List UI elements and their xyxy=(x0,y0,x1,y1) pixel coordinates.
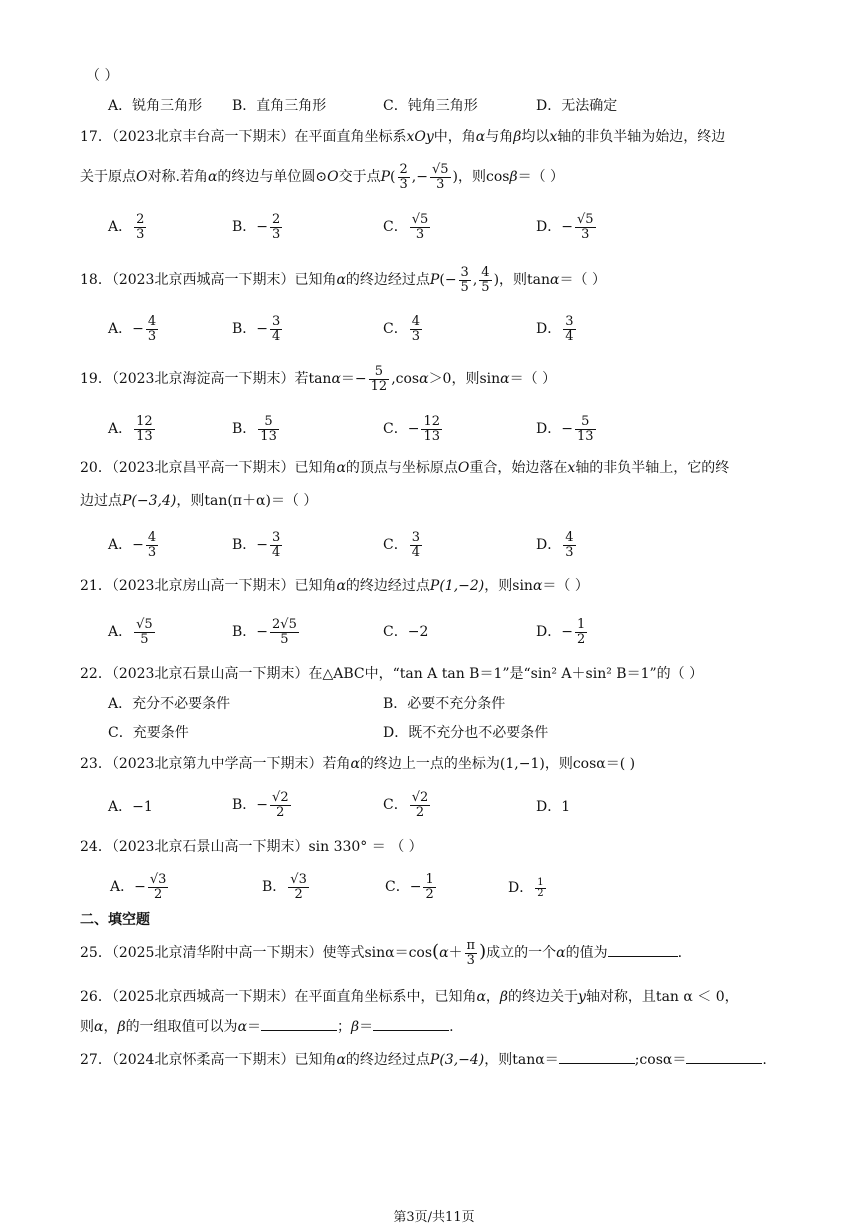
q24-option-b: B． $\frac{√3}{2}$ xyxy=(262,871,307,902)
q23-option-d: D．1 xyxy=(536,799,571,815)
q21-option-d: D．− $\frac{1}{2}$ xyxy=(536,616,586,647)
q22-stem: 22．（2023北京石景山高一下期末）在△ABC中，“tan A tan B＝1”是“sin² A＋sin² B＝1”的（ ） xyxy=(80,666,704,682)
q16-option-b: B．直角三角形 xyxy=(232,98,327,114)
q16-option-d: D．无法确定 xyxy=(536,98,618,114)
q25-stem: 25．（2025北京清华附中高一下期末）使等式sinα＝cos(α＋ $\frac{\pi}{3}$ )成立的一个α的值为 . xyxy=(80,937,683,968)
q16-option-c: C．钝角三角形 xyxy=(383,98,478,114)
q26-alpha-blank[interactable] xyxy=(261,1018,337,1031)
q27-cos-blank[interactable] xyxy=(686,1051,762,1064)
q17-stem-line2: 关于原点O对称.若角α的终边与单位圆⊙O交于点P( $\frac{2}{3}$ ,− $\frac{√5}{3}$ )，则cosβ＝（ ） xyxy=(80,161,565,192)
q19-option-c: C．− $\frac{12}{13}$ xyxy=(383,413,440,444)
q18-option-b: B．− $\frac{3}{4}$ xyxy=(232,313,281,344)
q21-option-b: B．− $\frac{2√5}{5}$ xyxy=(232,616,297,647)
page-number: 第3页/共11页 xyxy=(393,1210,475,1225)
q26-stem-line1: 26．（2025北京西城高一下期末）在平面直角坐标系中，已知角α，β的终边关于y轴对称，且tan α ＜ 0， xyxy=(80,989,739,1005)
q16-option-a: A．锐角三角形 xyxy=(108,98,203,114)
q21-stem: 21．（2023北京房山高一下期末）已知角α的终边经过点P(1,−2)，则sinα＝（ ） xyxy=(80,578,589,594)
q17-option-c: C． $\frac{√5}{3}$ xyxy=(383,211,429,242)
q24-option-a: A．− $\frac{√3}{2}$ xyxy=(110,871,167,902)
q23-option-a: A．−1 xyxy=(108,799,153,815)
answer-paren: （ ） xyxy=(86,68,119,84)
q20-option-c: C． $\frac{3}{4}$ xyxy=(383,529,420,560)
q21-option-a: A． $\frac{√5}{5}$ xyxy=(108,616,153,647)
q17-option-d: D．− $\frac{√5}{3}$ xyxy=(536,211,594,242)
q18-option-c: C． $\frac{4}{3}$ xyxy=(383,313,420,344)
q18-option-a: A．− $\frac{4}{3}$ xyxy=(108,313,157,344)
q19-option-d: D．− $\frac{5}{13}$ xyxy=(536,413,594,444)
q23-option-c: C． $\frac{√2}{2}$ xyxy=(383,789,429,820)
q20-stem-line2: 边过点P(−3,4)，则tan(π＋α)＝（ ） xyxy=(80,493,318,509)
q22-option-b: B．必要不充分条件 xyxy=(383,696,506,712)
q23-option-b: B．− $\frac{√2}{2}$ xyxy=(232,789,289,820)
q27-stem: 27．（2024北京怀柔高一下期末）已知角α的终边经过点P(3,−4)，则tanα＝ ;cosα＝ . xyxy=(80,1052,767,1068)
q17-option-b: B．− $\frac{2}{3}$ xyxy=(232,211,281,242)
q17-option-a: A． $\frac{2}{3}$ xyxy=(108,211,145,242)
q18-option-d: D． $\frac{3}{4}$ xyxy=(536,313,574,344)
q22-option-c: C．充要条件 xyxy=(108,725,189,741)
q24-option-c: C．− $\frac{1}{2}$ xyxy=(385,871,434,902)
q23-stem: 23．（2023北京第九中学高一下期末）若角α的终边上一点的坐标为(1,−1)，则cosα＝( ) xyxy=(80,756,636,772)
q20-stem-line1: 20．（2023北京昌平高一下期末）已知角α的顶点与坐标原点O重合，始边落在x轴的非负半轴上，它的终 xyxy=(80,460,730,476)
q22-option-a: A．充分不必要条件 xyxy=(108,696,231,712)
q25-answer-blank[interactable] xyxy=(608,944,678,957)
q27-tan-blank[interactable] xyxy=(559,1051,635,1064)
q24-stem: 24．（2023北京石景山高一下期末）sin 330° ＝ （ ） xyxy=(80,839,423,855)
q20-option-a: A．− $\frac{4}{3}$ xyxy=(108,529,157,560)
q20-option-b: B．− $\frac{3}{4}$ xyxy=(232,529,281,560)
q19-option-b: B． $\frac{5}{13}$ xyxy=(232,413,277,444)
section-heading-fill-in: 二、填空题 xyxy=(80,912,150,928)
q17-stem-line1: 17．（2023北京丰台高一下期末）在平面直角坐标系xOy中，角α与角β均以x轴的非负半轴为始边，终边 xyxy=(80,129,726,145)
q24-option-d: D． $\frac{1}{2}$ xyxy=(508,876,544,899)
q19-option-a: A． $\frac{12}{13}$ xyxy=(108,413,153,444)
q19-stem: 19．（2023北京海淀高一下期末）若tanα＝− $\frac{5}{12}$ ,cosα＞0，则sinα＝（ ） xyxy=(80,363,557,394)
q20-option-d: D． $\frac{4}{3}$ xyxy=(536,529,574,560)
q26-beta-blank[interactable] xyxy=(373,1018,449,1031)
q18-stem: 18．（2023北京西城高一下期末）已知角α的终边经过点P(− $\frac{3}{5}$ , $\frac{4}{5}$ )，则tanα＝（ ） xyxy=(80,264,606,295)
q22-option-d: D．既不充分也不必要条件 xyxy=(383,725,549,741)
q21-option-c: C．−2 xyxy=(383,624,429,640)
q26-stem-line2: 则α，β的一组取值可以为α＝ ；β＝ . xyxy=(80,1019,454,1035)
